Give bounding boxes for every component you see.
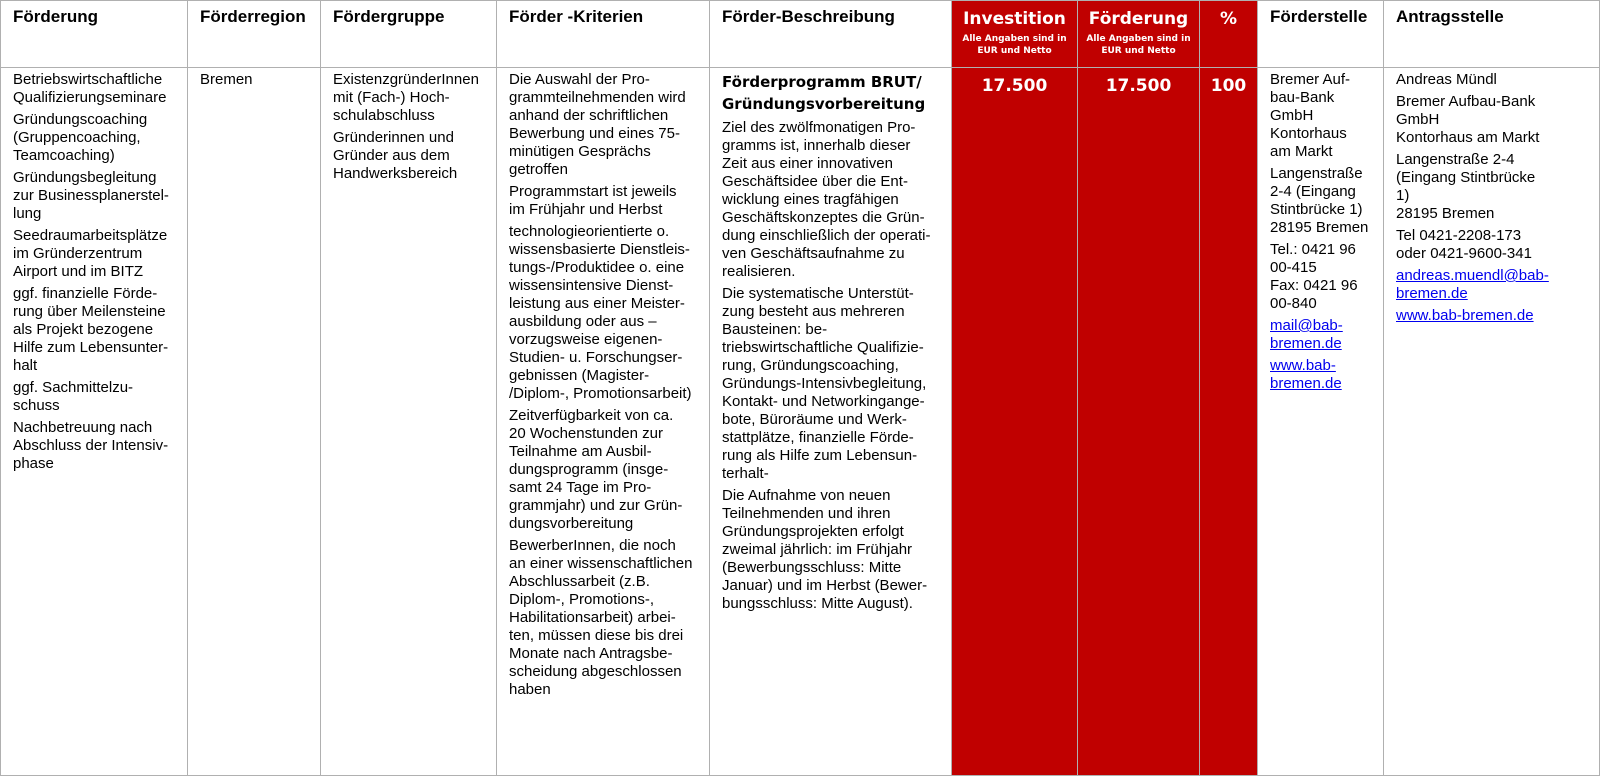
antragsstelle-item: Langenstraße 2-4 (Eingang Stintbrücke 1) 28195 Bremen — [1396, 151, 1536, 222]
beschreibung-paragraph: Die systematische Unterstüt- zung besteht aus mehreren Bausteinen: be- triebswirtschaftliche Qualifizie- rung, Gründungscoaching, Gründungs-Intensivbegleitung, Kontakt- und Networkingange- bote, Büroräume und Werk- stattplätze, finanzielle Förde- rung als Hilfe zum Lebensun- terhalt- — [722, 285, 927, 482]
foerderung-item: Betriebswirtschaftliche Qualifizierungseminare — [13, 71, 167, 106]
foerderbetrag-note: Alle Angaben sind in EUR und Netto — [1086, 34, 1191, 56]
cell-beschreibung — [710, 68, 952, 776]
kriterium-item: BewerberInnen, die noch an einer wissenschaftlichen Abschlussarbeit (z.B. Diplom-, Promotions-, Habilitationsarbeit) arbei- ten, müssen diese bis drei Monate nach Antragsbe- scheidung abgeschlossen haben — [509, 537, 693, 698]
region-text: Bremen — [200, 71, 253, 88]
kriterium-item: Zeitverfügbarkeit von ca. 20 Wochenstunden zur Teilnahme am Ausbil- dungsprogramm (insge- samt 24 Tage im Pro- grammjahr) und zur Grün- dungsvorbereitung — [509, 407, 683, 532]
gruppe-item: ExistenzgründerInnen mit (Fach-) Hoch- schulabschluss — [333, 71, 479, 124]
header-kriterien: Förder -Kriterien — [497, 1, 710, 68]
header-foerderstelle: Förderstelle — [1258, 1, 1384, 68]
cell-foerderregion — [188, 68, 321, 776]
cell-prozent — [1200, 68, 1258, 776]
foerderung-item: Nachbetreuung nach Abschluss der Intensiv- phase — [13, 419, 169, 472]
beschreibung-title: Förderprogramm BRUT/ Gründungsvorbereitung — [722, 73, 926, 113]
cell-foerdergruppe — [321, 68, 497, 776]
cell-investition — [952, 68, 1078, 776]
cell-foerderbetrag — [1078, 68, 1200, 776]
header-row — [1, 1, 1600, 68]
foerderstelle-item: Langenstraße 2-4 (Eingang Stintbrücke 1) 28195 Bremen — [1270, 165, 1369, 236]
cell-foerderstelle — [1258, 68, 1384, 776]
foerderung-item: ggf. Sachmittelzu- schuss — [13, 379, 134, 414]
prozent-value: 100 — [1210, 76, 1247, 96]
foerderung-item: Gründungsbegleitung zur Businessplanerstel- lung — [13, 169, 169, 222]
foerderstelle-web-link[interactable]: www.bab- bremen.de — [1270, 357, 1342, 392]
investition-note: Alle Angaben sind in EUR und Netto — [962, 34, 1067, 56]
gruppe-item: Gründerinnen und Gründer aus dem Handwerksbereich — [333, 129, 458, 182]
foerderstelle-email-link[interactable]: mail@bab- bremen.de — [1270, 317, 1343, 352]
header-investition: Investition Alle Angaben sind in EUR und Netto — [952, 1, 1078, 68]
beschreibung-paragraph: Die Aufnahme von neuen Teilnehmenden und ihren Gründungsprojekten erfolgt zweimal jährlich: im Frühjahr (Bewerbungsschluss: Mitte Januar) und im Herbst (Bewer- bungsschluss: Mitte August). — [722, 487, 928, 612]
kriterium-item: Die Auswahl der Pro- grammteilnehmenden wird anhand der schriftlichen Bewerbung und eines 75- minütigen Gesprächs getroffen — [509, 71, 686, 178]
antragsstelle-email-link[interactable]: andreas.muendl@bab- bremen.de — [1396, 267, 1549, 302]
table-row — [1, 68, 1600, 776]
header-beschreibung: Förder-Beschreibung — [710, 1, 952, 68]
investition-value: 17.500 — [981, 76, 1048, 96]
antragsstelle-item: Bremer Aufbau-Bank GmbH Kontorhaus am Markt — [1396, 93, 1540, 146]
header-foerderbetrag: Förderung Alle Angaben sind in EUR und Netto — [1078, 1, 1200, 68]
kriterium-item: Programmstart ist jeweils im Frühjahr und Herbst — [509, 183, 677, 218]
antragsstelle-web-link[interactable]: www.bab-bremen.de — [1396, 307, 1534, 324]
cell-kriterien — [497, 68, 710, 776]
antragsstelle-item: Tel 0421-2208-173 oder 0421-9600-341 — [1396, 227, 1532, 262]
header-antragsstelle: Antragsstelle — [1384, 1, 1600, 68]
header-prozent: % — [1200, 1, 1258, 68]
kriterium-item: technologieorientierte o. wissensbasierte Dienstleis- tungs-/Produktidee o. eine wissensintensive Dienst- leistung aus einer Meister- ausbildung oder aus – vorzugsweise eigenen- Studien- u. Forschungser- gebnissen (Magister- /Diplom-, Promotionsarbeit) — [509, 223, 692, 402]
foerderung-item: Seedraumarbeitsplätze im Gründerzentrum Airport und im BITZ — [13, 227, 168, 280]
foerderung-item: Gründungscoaching (Gruppencoaching, Teamcoaching) — [13, 111, 148, 164]
header-foerderung: Förderung — [1, 1, 188, 68]
cell-foerderung — [1, 68, 188, 776]
foerderung-item: ggf. finanzielle Förde- rung über Meilensteine als Projekt bezogene Hilfe zum Lebensunter- halt — [13, 285, 169, 374]
foerderstelle-item: Bremer Auf- bau-Bank GmbH Kontorhaus am Markt — [1270, 71, 1351, 160]
antragsstelle-item: Andreas Mündl — [1396, 71, 1497, 88]
foerderstelle-item: Tel.: 0421 96 00-415 Fax: 0421 96 00-840 — [1270, 241, 1358, 312]
header-foerdergruppe: Fördergruppe — [321, 1, 497, 68]
cell-antragsstelle — [1384, 68, 1600, 776]
header-foerderregion: Förderregion — [188, 1, 321, 68]
foerderbetrag-value: 17.500 — [1105, 76, 1172, 96]
beschreibung-paragraph: Ziel des zwölfmonatigen Pro- gramms ist, innerhalb dieser Zeit aus einer innovativen Geschäftsidee über die Ent- wicklung eines tragfähigen Geschäftskonzeptes die Grün- dung einschließlich der operati- ven Geschäftsaufnahme zu realisieren. — [722, 119, 931, 280]
